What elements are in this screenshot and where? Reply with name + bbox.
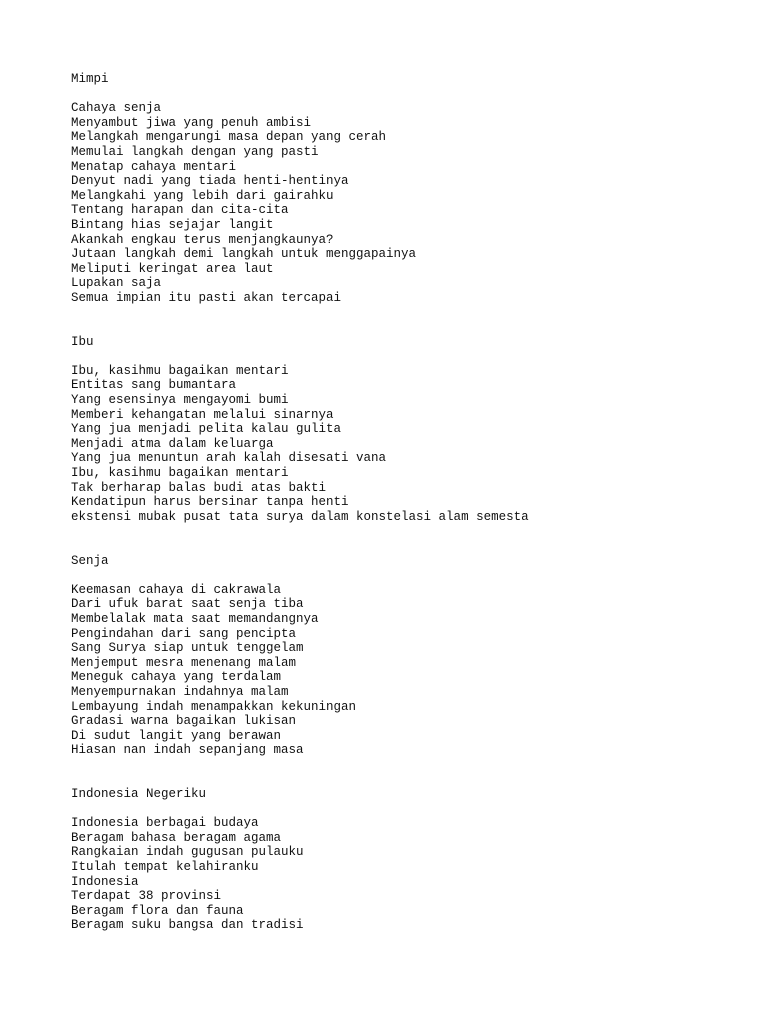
poem-title: Senja <box>71 553 109 568</box>
poem-body <box>71 101 751 305</box>
poem-line: Menjemput mesra menenang malam <box>71 655 297 670</box>
poem-line: Menjadi atma dalam keluarga <box>71 436 274 451</box>
poem-title: Mimpi <box>71 72 109 86</box>
poem-body <box>71 583 751 758</box>
poem-line: Sang Surya siap untuk tenggelam <box>71 641 304 656</box>
poem-line: Indonesia berbagai budaya <box>71 816 259 831</box>
poem-body <box>71 364 751 525</box>
poem-line: Indonesia <box>71 874 139 889</box>
poem-line: Terdapat 38 provinsi <box>71 889 222 904</box>
poem-line: Memulai langkah dengan yang pasti <box>71 144 319 159</box>
poem-line: Yang esensinya mengayomi bumi <box>71 393 289 408</box>
document-page <box>71 72 751 933</box>
poem-line: Denyut nadi yang tiada henti-hentinya <box>71 174 349 189</box>
poem-line: Semua impian itu pasti akan tercapai <box>71 290 342 305</box>
poem-line: Menyempurnakan indahnya malam <box>71 684 289 699</box>
poem-line: Yang jua menuntun arah kalah disesati vana <box>71 451 387 466</box>
poem-line: Entitas sang bumantara <box>71 378 237 393</box>
poem-line: Lupakan saja <box>71 276 162 291</box>
poem-line: Di sudut langit yang berawan <box>71 728 282 743</box>
poem-indonesia-negeriku <box>71 787 751 933</box>
poem-line: ekstensi mubak pusat tata surya dalam konstelasi alam semesta <box>71 509 529 524</box>
poem-line: Menyambut jiwa yang penuh ambisi <box>71 115 312 130</box>
poem-line: Beragam flora dan fauna <box>71 903 244 918</box>
poem-line: Itulah tempat kelahiranku <box>71 860 259 875</box>
poem-title: Indonesia Negeriku <box>71 787 207 802</box>
poem-body <box>71 816 751 933</box>
poem-line: Membelalak mata saat memandangnya <box>71 611 319 626</box>
poem-line: Ibu, kasihmu bagaikan mentari <box>71 466 289 481</box>
poem-line: Kendatipun harus bersinar tanpa henti <box>71 495 349 510</box>
poem-line: Dari ufuk barat saat senja tiba <box>71 597 304 612</box>
poem-line: Meneguk cahaya yang terdalam <box>71 670 282 685</box>
poem-line: Lembayung indah menampakkan kekuningan <box>71 699 357 714</box>
poem-line: Melangkahi yang lebih dari gairahku <box>71 188 334 203</box>
poem-line: Tak berharap balas budi atas bakti <box>71 480 327 495</box>
poem-line: Hiasan nan indah sepanjang masa <box>71 743 304 758</box>
poem-line: Gradasi warna bagaikan lukisan <box>71 714 297 729</box>
poem-line: Jutaan langkah demi langkah untuk menggapainya <box>71 247 417 262</box>
poem-line: Akankah engkau terus menjangkaunya? <box>71 232 334 247</box>
poem-ibu <box>71 335 751 525</box>
poem-line: Melangkah mengarungi masa depan yang cerah <box>71 130 387 145</box>
poem-line: Ibu, kasihmu bagaikan mentari <box>71 363 289 378</box>
poem-line: Memberi kehangatan melalui sinarnya <box>71 407 334 422</box>
poem-line: Yang jua menjadi pelita kalau gulita <box>71 422 342 437</box>
poem-line: Menatap cahaya mentari <box>71 159 237 174</box>
poem-title: Ibu <box>71 334 94 349</box>
poem-line: Rangkaian indah gugusan pulauku <box>71 845 304 860</box>
poem-line: Pengindahan dari sang pencipta <box>71 626 297 641</box>
poem-line: Cahaya senja <box>71 101 162 116</box>
poem-line: Meliputi keringat area laut <box>71 261 274 276</box>
poem-line: Beragam bahasa beragam agama <box>71 830 282 845</box>
poem-mimpi <box>71 72 751 306</box>
poem-line: Keemasan cahaya di cakrawala <box>71 582 282 597</box>
poem-line: Bintang hias sejajar langit <box>71 217 274 232</box>
poem-senja <box>71 554 751 758</box>
poem-line: Beragam suku bangsa dan tradisi <box>71 918 304 933</box>
poem-line: Tentang harapan dan cita-cita <box>71 203 289 218</box>
